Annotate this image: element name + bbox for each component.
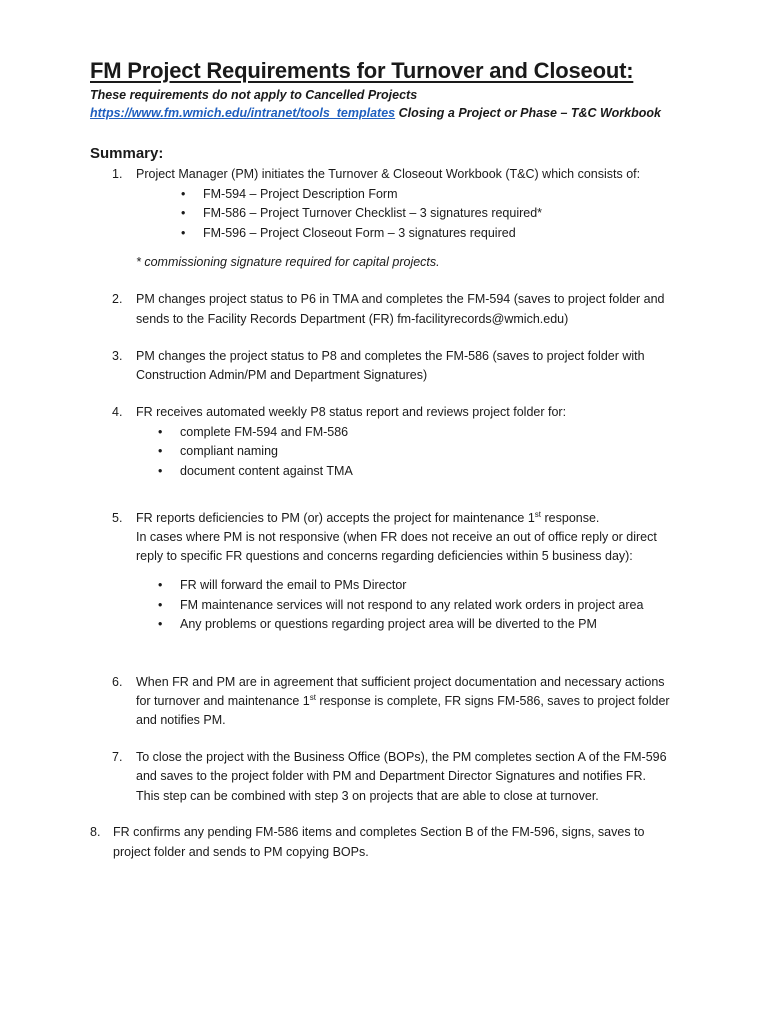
list-item: FM-594 – Project Description Form	[203, 187, 398, 201]
step-text: Project Manager (PM) initiates the Turnover & Closeout Workbook (T&C) which consists of:	[136, 167, 641, 181]
step-text: PM changes project status to P6 in TMA and completes the FM-594 (saves to project folder and	[136, 292, 665, 306]
bullet-icon: •	[181, 226, 186, 240]
step-number: 4.	[112, 405, 123, 419]
step-text: project folder and sends to PM copying BOPs.	[113, 845, 369, 859]
step-text: In cases where PM is not responsive (when FR does not receive an out of office reply or direct	[136, 530, 657, 544]
list-item: document content against TMA	[180, 464, 353, 478]
commissioning-note: * commissioning signature required for capital projects.	[136, 255, 440, 269]
step-number: 7.	[112, 750, 123, 764]
step-number: 2.	[112, 292, 123, 306]
step-text: FR reports deficiencies to PM (or) accepts the project for maintenance 1st response.	[136, 509, 600, 525]
bullet-icon: •	[158, 578, 163, 592]
bullet-icon: •	[158, 425, 163, 439]
link-line	[90, 106, 661, 120]
bullet-icon: •	[158, 444, 163, 458]
step-text: for turnover and maintenance 1st response is complete, FR signs FM-586, saves to project folder	[136, 692, 670, 708]
step-text: PM changes the project status to P8 and completes the FM-586 (saves to project folder with	[136, 349, 645, 363]
subtitle: These requirements do not apply to Cancelled Projects	[90, 88, 418, 102]
list-item: complete FM-594 and FM-586	[180, 425, 349, 439]
step-number: 5.	[112, 511, 123, 525]
bullet-icon: •	[181, 187, 186, 201]
summary-heading: Summary:	[90, 145, 164, 162]
bullet-icon: •	[158, 598, 163, 612]
step-text: and notifies PM.	[136, 713, 226, 727]
bullet-icon: •	[158, 617, 163, 631]
tools-templates-link[interactable]: https://www.fm.wmich.edu/intranet/tools_templates	[90, 106, 396, 120]
list-item: compliant naming	[180, 444, 278, 458]
step-text: FR receives automated weekly P8 status report and reviews project folder for:	[136, 405, 567, 419]
step-text: and saves to the project folder with PM and Department Director Signatures and notifies FR.	[136, 769, 646, 783]
step-text: To close the project with the Business Office (BOPs), the PM completes section A of the FM-596	[136, 750, 667, 764]
step-number: 6.	[112, 675, 123, 689]
step-number: 3.	[112, 349, 123, 363]
step-text: FR confirms any pending FM-586 items and completes Section B of the FM-596, signs, saves to	[113, 825, 645, 839]
step-number: 1.	[112, 167, 123, 181]
step-text: sends to the Facility Records Department (FR) fm-facilityrecords@wmich.edu)	[136, 312, 569, 326]
list-item: Any problems or questions regarding project area will be diverted to the PM	[180, 617, 597, 631]
list-item: FR will forward the email to PMs Director	[180, 578, 407, 592]
list-item: FM maintenance services will not respond to any related work orders in project area	[180, 598, 644, 612]
list-item: FM-596 – Project Closeout Form – 3 signatures required	[203, 226, 516, 240]
step-text: Construction Admin/PM and Department Signatures)	[136, 368, 428, 382]
step-text: reply to specific FR questions and concerns regarding deficiencies within 5 business day):	[136, 549, 633, 563]
bullet-icon: •	[181, 206, 186, 220]
list-item: FM-586 – Project Turnover Checklist – 3 signatures required*	[203, 206, 543, 220]
page-title: FM Project Requirements for Turnover and Closeout:	[90, 58, 634, 83]
step-text: This step can be combined with step 3 on projects that are able to close at turnover.	[136, 789, 599, 803]
link-description: Closing a Project or Phase – T&C Workbook	[395, 106, 661, 120]
bullet-icon: •	[158, 464, 163, 478]
step-number: 8.	[90, 825, 101, 839]
step-text: When FR and PM are in agreement that sufficient project documentation and necessary actions	[136, 675, 665, 689]
